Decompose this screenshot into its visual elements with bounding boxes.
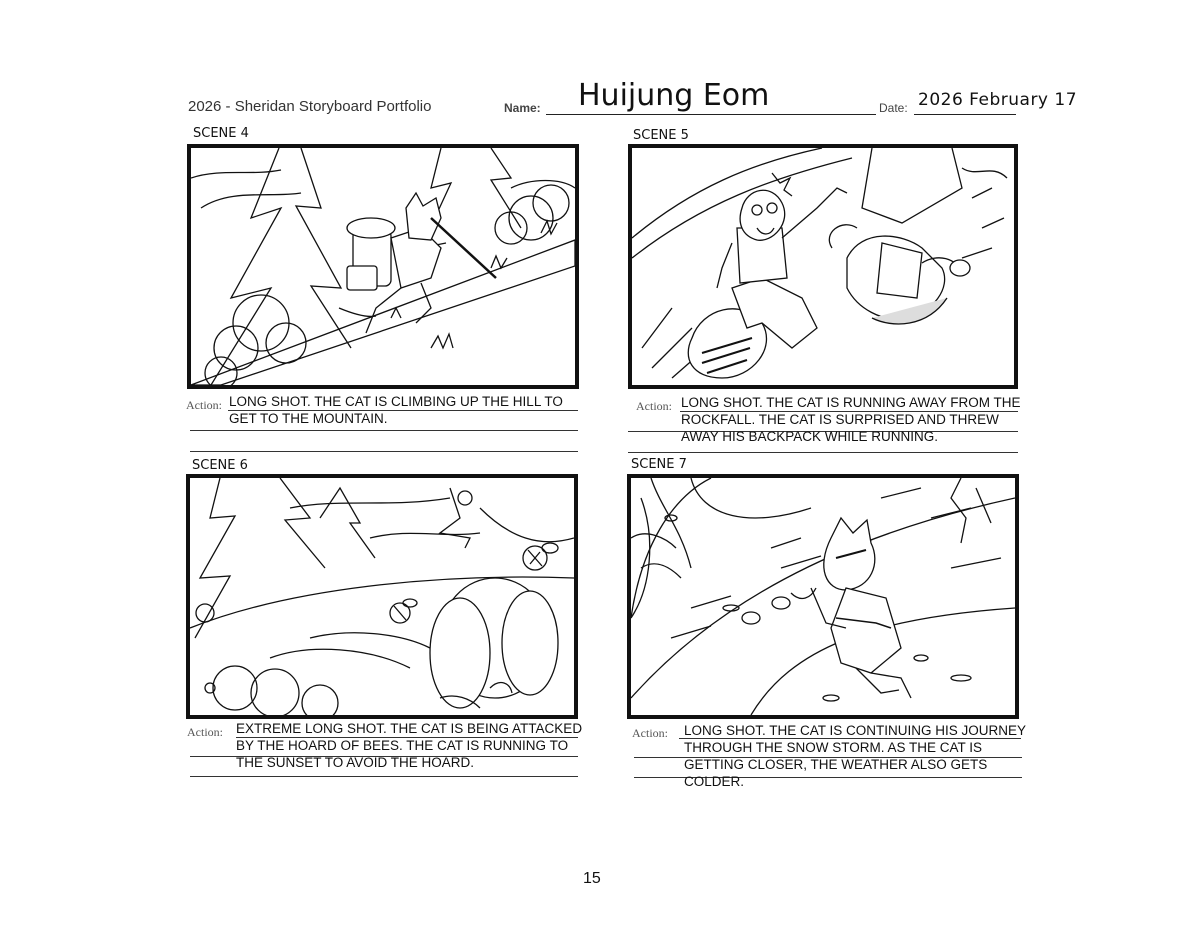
date-label: Date:: [879, 101, 908, 115]
scene-7-action-line-2: THROUGH THE SNOW STORM. AS THE CAT IS: [684, 740, 983, 755]
scene-4-label: SCENE 4: [193, 126, 249, 141]
scene-4-rule-2: [190, 430, 578, 431]
scene-5-label: SCENE 5: [633, 128, 689, 143]
scene-6-drawing: [190, 478, 574, 715]
portfolio-title: 2026 - Sheridan Storyboard Portfolio: [188, 98, 432, 115]
scene-5-action-line-1: LONG SHOT. THE CAT IS RUNNING AWAY FROM THE: [681, 395, 1021, 410]
artist-name: Huijung Eom: [578, 78, 770, 113]
scene-6-rule-3: [190, 776, 578, 777]
scene-7-action-line-4: COLDER.: [684, 774, 745, 789]
scene-7-drawing: [631, 478, 1015, 715]
scene-4-action-label: Action:: [186, 398, 222, 412]
scene-4-action-line-2: GET TO THE MOUNTAIN.: [229, 411, 388, 426]
scene-7-action-line-1: LONG SHOT. THE CAT IS CONTINUING HIS JOURNEY: [684, 723, 1027, 738]
scene-7-action-label: Action:: [632, 726, 668, 740]
date-value: 2026 February 17: [918, 90, 1078, 110]
scene-5-rule-3: [628, 452, 1018, 453]
scene-7-label: SCENE 7: [631, 457, 687, 472]
scene-5-action-line-3: AWAY HIS BACKPACK WHILE RUNNING.: [681, 429, 939, 444]
scene-6-frame: [186, 474, 578, 719]
page-number: 15: [583, 870, 601, 887]
scene-4-frame: [187, 144, 579, 389]
scene-5-action-line-2: ROCKFALL. THE CAT IS SURPRISED AND THREW: [681, 412, 999, 427]
scene-7-action-line-3: GETTING CLOSER, THE WEATHER ALSO GETS: [684, 757, 988, 772]
scene-5-action-label: Action:: [636, 399, 672, 413]
scene-6-action-line-3: THE SUNSET TO AVOID THE HOARD.: [236, 755, 475, 770]
scene-5-drawing: [632, 148, 1014, 385]
date-underline: [914, 114, 1016, 115]
scene-5-frame: [628, 144, 1018, 389]
scene-6-action-line-1: EXTREME LONG SHOT. THE CAT IS BEING ATTACKED: [236, 721, 583, 736]
scene-4-action-line-1: LONG SHOT. THE CAT IS CLIMBING UP THE HILL TO: [229, 394, 563, 409]
scene-6-action-label: Action:: [187, 725, 223, 739]
scene-6-label: SCENE 6: [192, 458, 248, 473]
scene-4-rule-3: [190, 451, 578, 452]
scene-7-frame: [627, 474, 1019, 719]
scene-4-drawing: [191, 148, 575, 385]
name-label: Name:: [504, 101, 541, 115]
scene-6-action-line-2: BY THE HOARD OF BEES. THE CAT IS RUNNING TO: [236, 738, 569, 753]
name-underline: [546, 114, 876, 115]
